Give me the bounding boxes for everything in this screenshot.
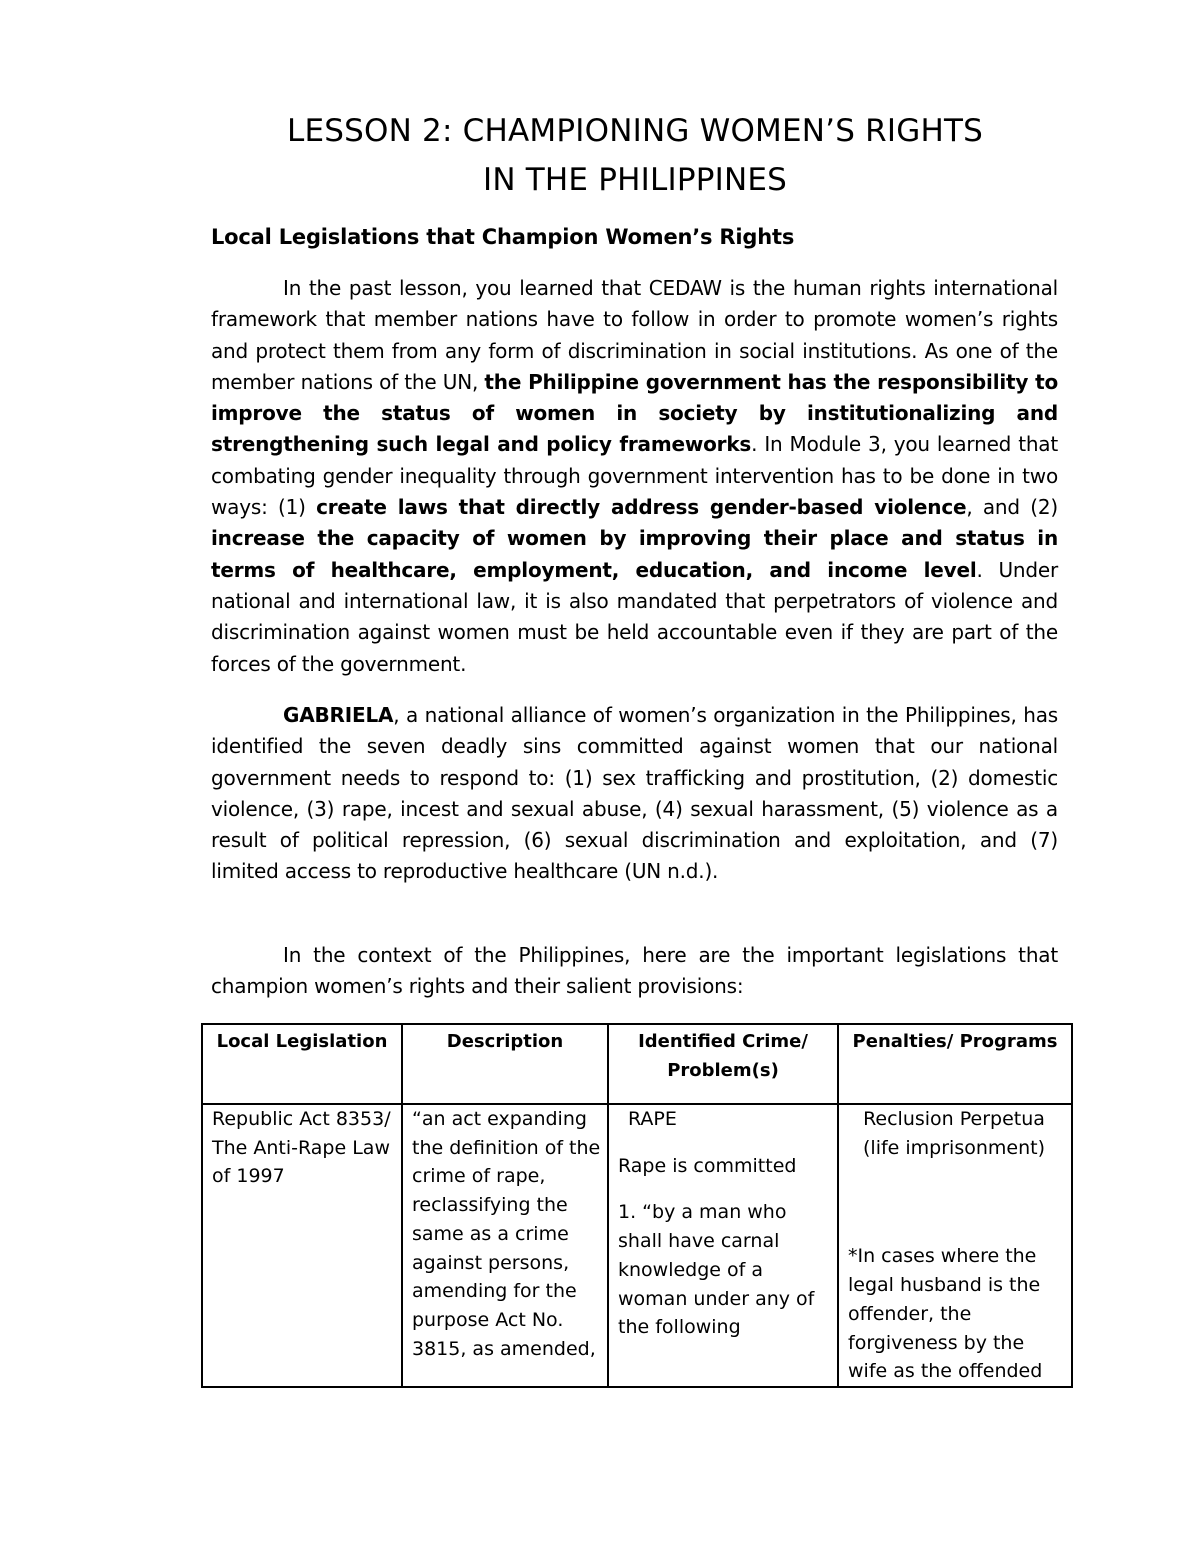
table-header-row xyxy=(202,1024,1072,1104)
legislation-intro-paragraph: In the context of the Philippines, here are the important legislations that champion women’s rights and their salient provisions: xyxy=(211,943,1058,999)
lesson-title-line-1: LESSON 2: CHAMPIONING WOMEN’S RIGHTS xyxy=(286,113,983,149)
penalties-cell xyxy=(838,1104,1072,1387)
header-description: Description xyxy=(402,1024,608,1104)
legislation-cell: Republic Act 8353/ The Anti-Rape Law of 1997 xyxy=(202,1104,402,1387)
paragraph-1-text-4: . Under national and international law, it is also mandated that perpetrators of violence and discrimination against women must be held accountable even if they are part of the forces of the government. xyxy=(211,557,1058,676)
gabriela-paragraph-text: , a national alliance of women’s organization in the Philippines, has identified the seven deadly sins committed against women that our national government needs to respond to: (1) sex trafficking and prostitution, (2) domestic violence, (3) rape, incest and sexual abuse, (4) sexual harassment, (5) violence as a result of political repression, (6) sexual discrimination and exploitation, and (7) limited access to reproductive healthcare (UN n.d.). xyxy=(211,703,1058,884)
crime-item-1: 1. “by a man who shall have carnal knowledge of a woman under any of the following xyxy=(618,1201,815,1339)
table-row xyxy=(202,1104,1072,1387)
section-heading: Local Legislations that Champion Women’s Rights xyxy=(211,225,795,249)
penalty-main: Reclusion Perpetua (life imprisonment) xyxy=(863,1108,1045,1159)
penalty-note: *In cases where the legal husband is the offender, the forgiveness by the wife as the offended xyxy=(848,1245,1043,1383)
paragraph-1-text-3: , and (2) xyxy=(966,495,1058,520)
header-identified-crime-line-1: Identified Crime/ xyxy=(638,1031,808,1052)
legislation-table xyxy=(201,1023,1073,1388)
paragraph-1-emphasis-1: the Philippine government has the responsibility to improve the status of women in society by institutionalizing and strengthening such legal and policy frameworks xyxy=(211,369,1058,457)
cedaw-paragraph xyxy=(211,273,1058,680)
lesson-title-line-2: IN THE PHILIPPINES xyxy=(482,162,788,198)
paragraph-1-text-2: . In Module 3, you learned that combating gender inequality through government intervention has to be done in two ways: (1) xyxy=(211,432,1059,520)
header-penalties-programs: Penalties/ Programs xyxy=(838,1024,1072,1104)
header-local-legislation: Local Legislation xyxy=(202,1024,402,1104)
header-identified-crime-line-2: Problem(s) xyxy=(667,1060,779,1081)
header-identified-crime xyxy=(608,1024,838,1104)
paragraph-1-text-1: In the past lesson, you learned that CEDAW is the human rights international framework that member nations have to follow in order to promote women’s rights and protect them from any form of discrimination in social institutions. As one of the member nations of the UN, xyxy=(211,276,1058,394)
gabriela-name: GABRIELA xyxy=(283,703,394,727)
gabriela-paragraph xyxy=(211,700,1058,888)
paragraph-1-emphasis-2: create laws that directly address gender-based violence xyxy=(316,495,967,520)
description-cell: “an act expanding the definition of the crime of rape, reclassifying the same as a crime against persons, amending for the purpose Act No. 3815, as amended, xyxy=(402,1104,608,1387)
crime-label: RAPE xyxy=(628,1108,677,1130)
paragraph-1-emphasis-3: increase the capacity of women by improving their place and status in terms of healthcare, employment, education, and income level xyxy=(211,526,1058,582)
identified-crime-cell xyxy=(608,1104,838,1387)
crime-intro: Rape is committed xyxy=(618,1154,797,1177)
